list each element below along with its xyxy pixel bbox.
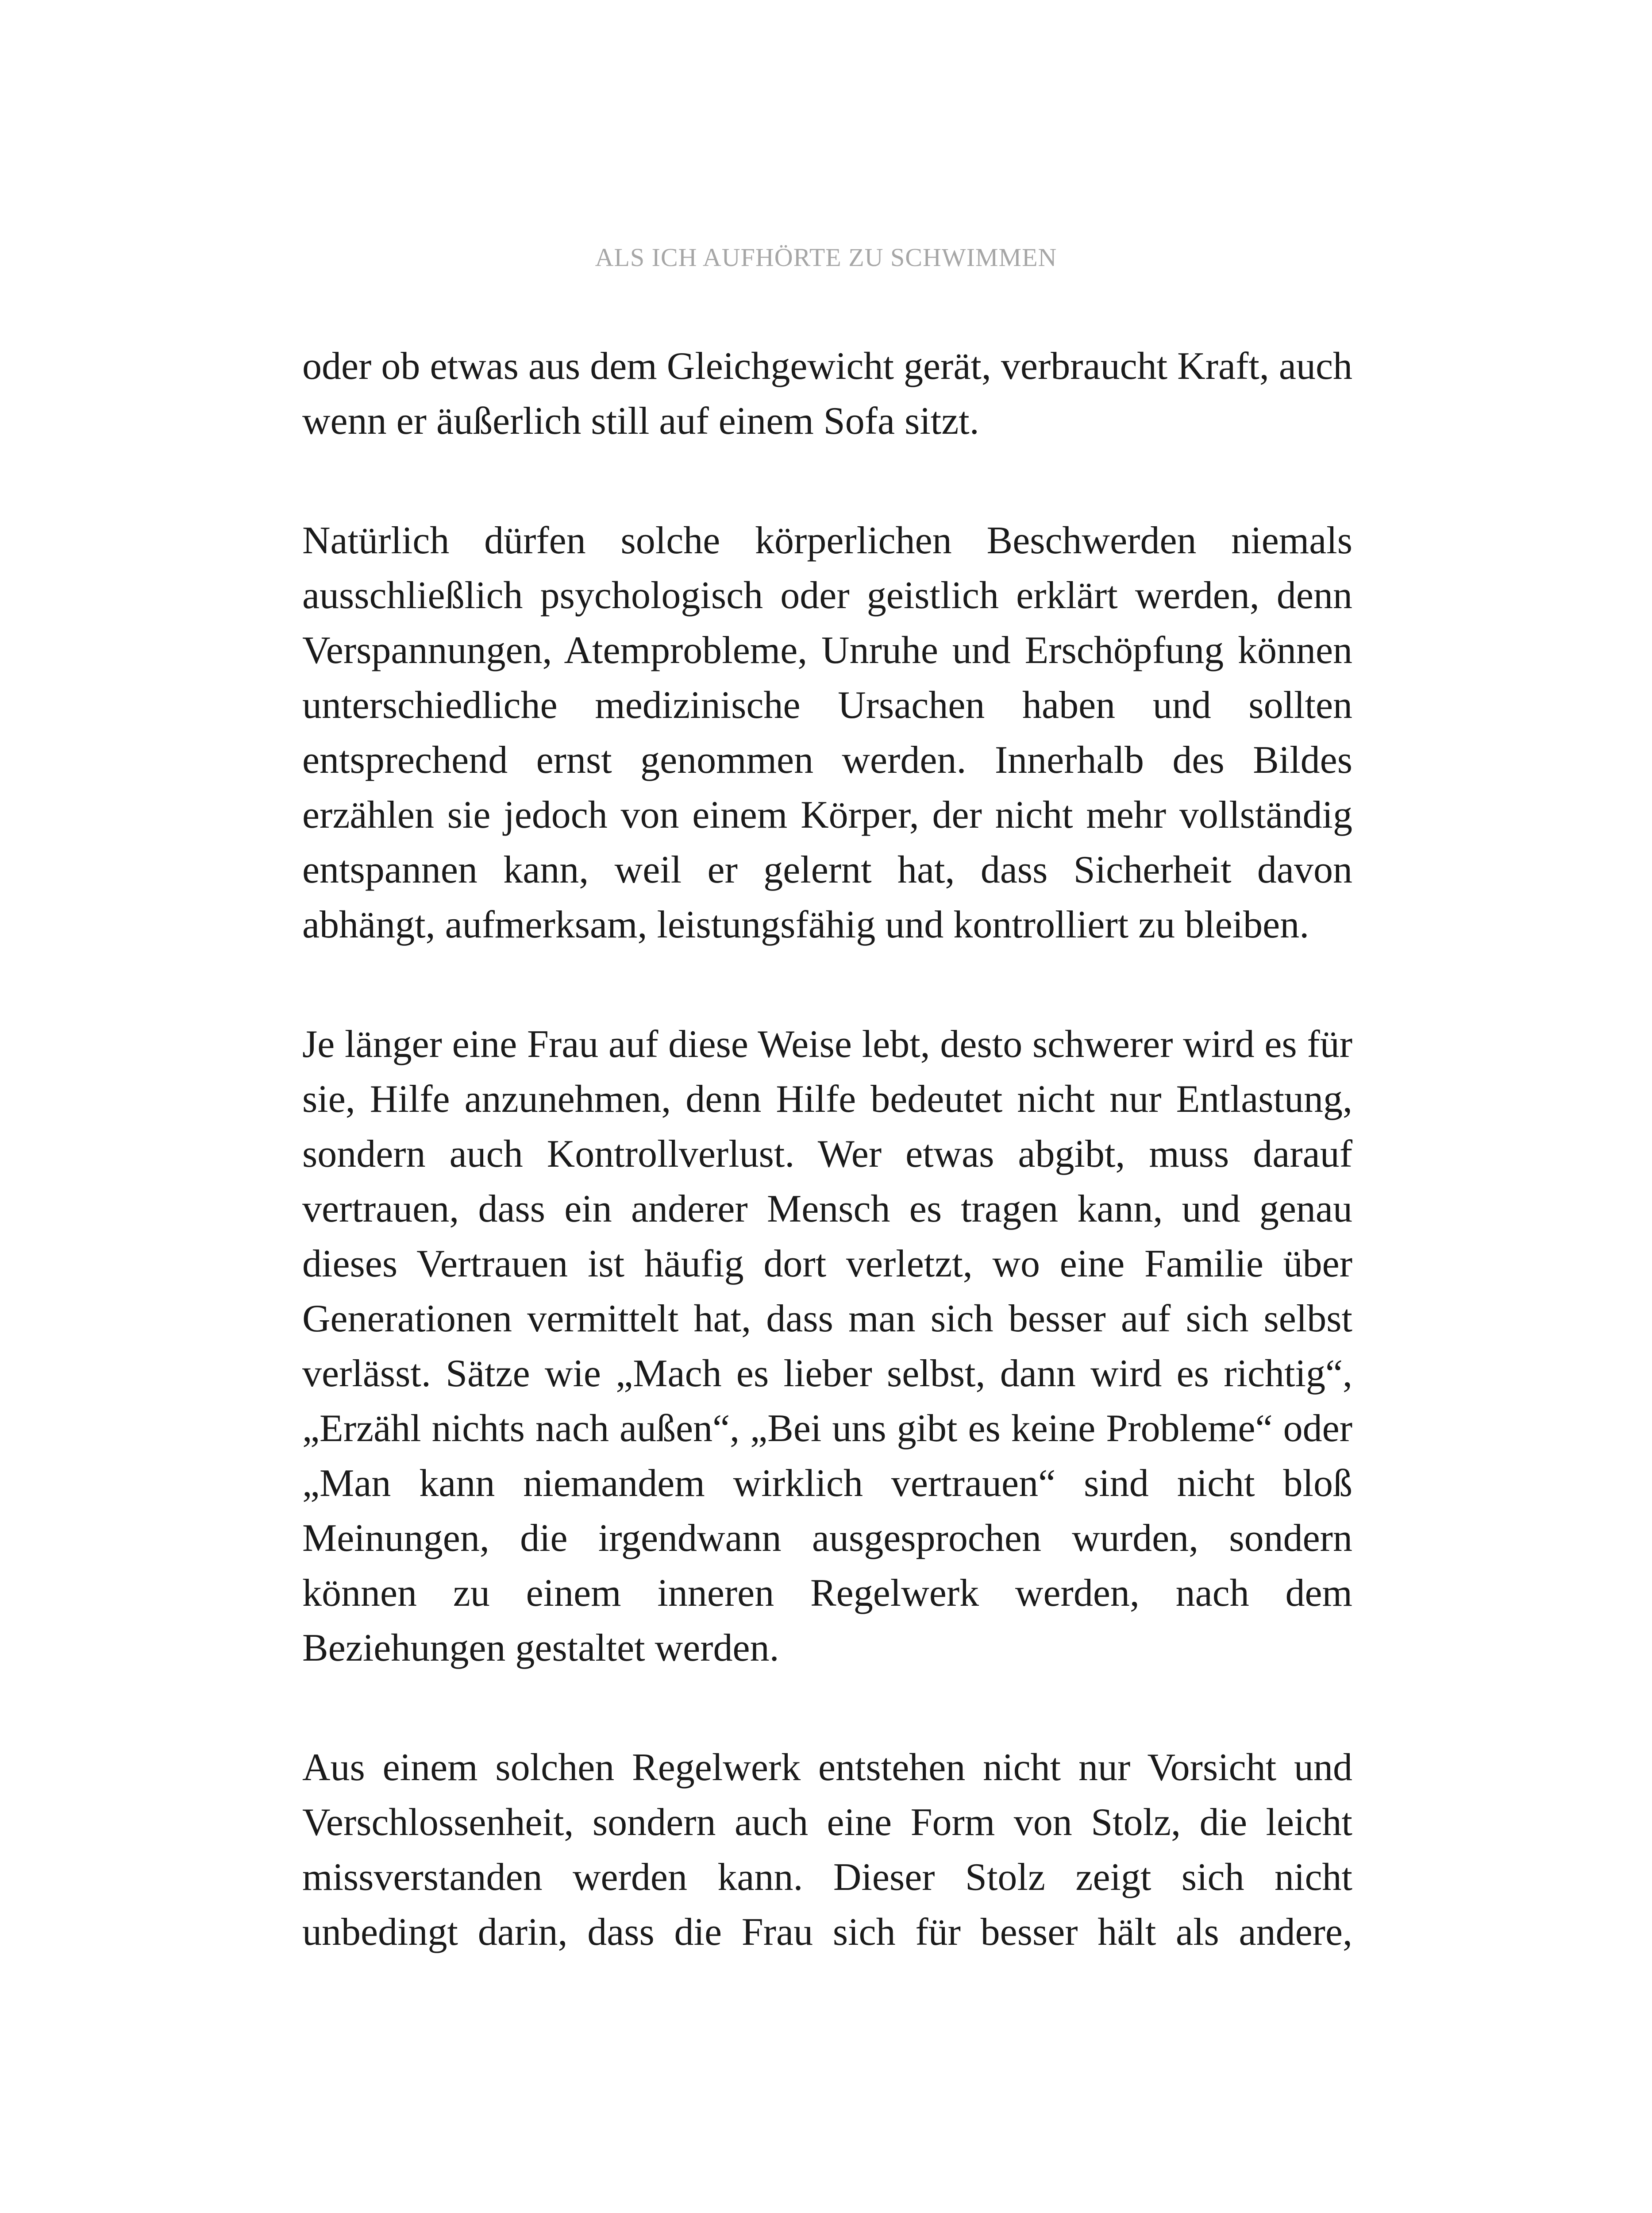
paragraph-3: Je länger eine Frau auf diese Weise lebt, desto schwerer wird es für sie, Hilfe anzunehmen, denn Hilfe bedeutet nicht nur Entlastung, sondern auch Kontrollverlust. Wer etwas abgibt, muss darauf vertrauen, dass ein anderer Mensch es tragen kann, und genau dieses Vertrauen ist häufig dort verletzt, wo eine Familie über Generationen vermittelt hat, dass man sich besser auf sich selbst verlässt. Sätze wie „Mach es lieber selbst, dann wird es richtig“, „Erzähl nichts nach außen“, „Bei uns gibt es keine Probleme“ oder „Man kann niemandem wirklich vertrauen“ sind nicht bloß Meinungen, die irgendwann ausgesprochen wurden, sondern können zu einem inneren Regelwerk werden, nach dem Beziehungen gestaltet werden. <box>302 1023 1352 1669</box>
running-head: ALS ICH AUFHÖRTE ZU SCHWIMMEN <box>595 243 1057 272</box>
body-text <box>302 339 1352 2024</box>
paragraph-1: oder ob etwas aus dem Gleichgewicht gerät, verbraucht Kraft, auch wenn er äußerlich still auf einem Sofa sitzt. <box>302 345 1352 443</box>
paragraph-4: Aus einem solchen Regelwerk entstehen nicht nur Vorsicht und Verschlossenheit, sondern auch eine Form von Stolz, die leicht missverstanden werden kann. Dieser Stolz zeigt sich nicht unbedingt darin, dass die Frau sich für besser hält als andere, <box>302 1746 1352 1954</box>
paragraph-2: Natürlich dürfen solche körperlichen Beschwerden niemals ausschließlich psychologisch oder geistlich erklärt werden, denn Verspannungen, Atemprobleme, Unruhe und Erschöpfung können unterschiedliche medizinische Ursachen haben und sollten entsprechend ernst genommen werden. Innerhalb des Bildes erzählen sie jedoch von einem Körper, der nicht mehr vollständig entspannen kann, weil er gelernt hat, dass Sicherheit davon abhängt, aufmerksam, leistungsfähig und kontrolliert zu bleiben. <box>302 519 1352 946</box>
